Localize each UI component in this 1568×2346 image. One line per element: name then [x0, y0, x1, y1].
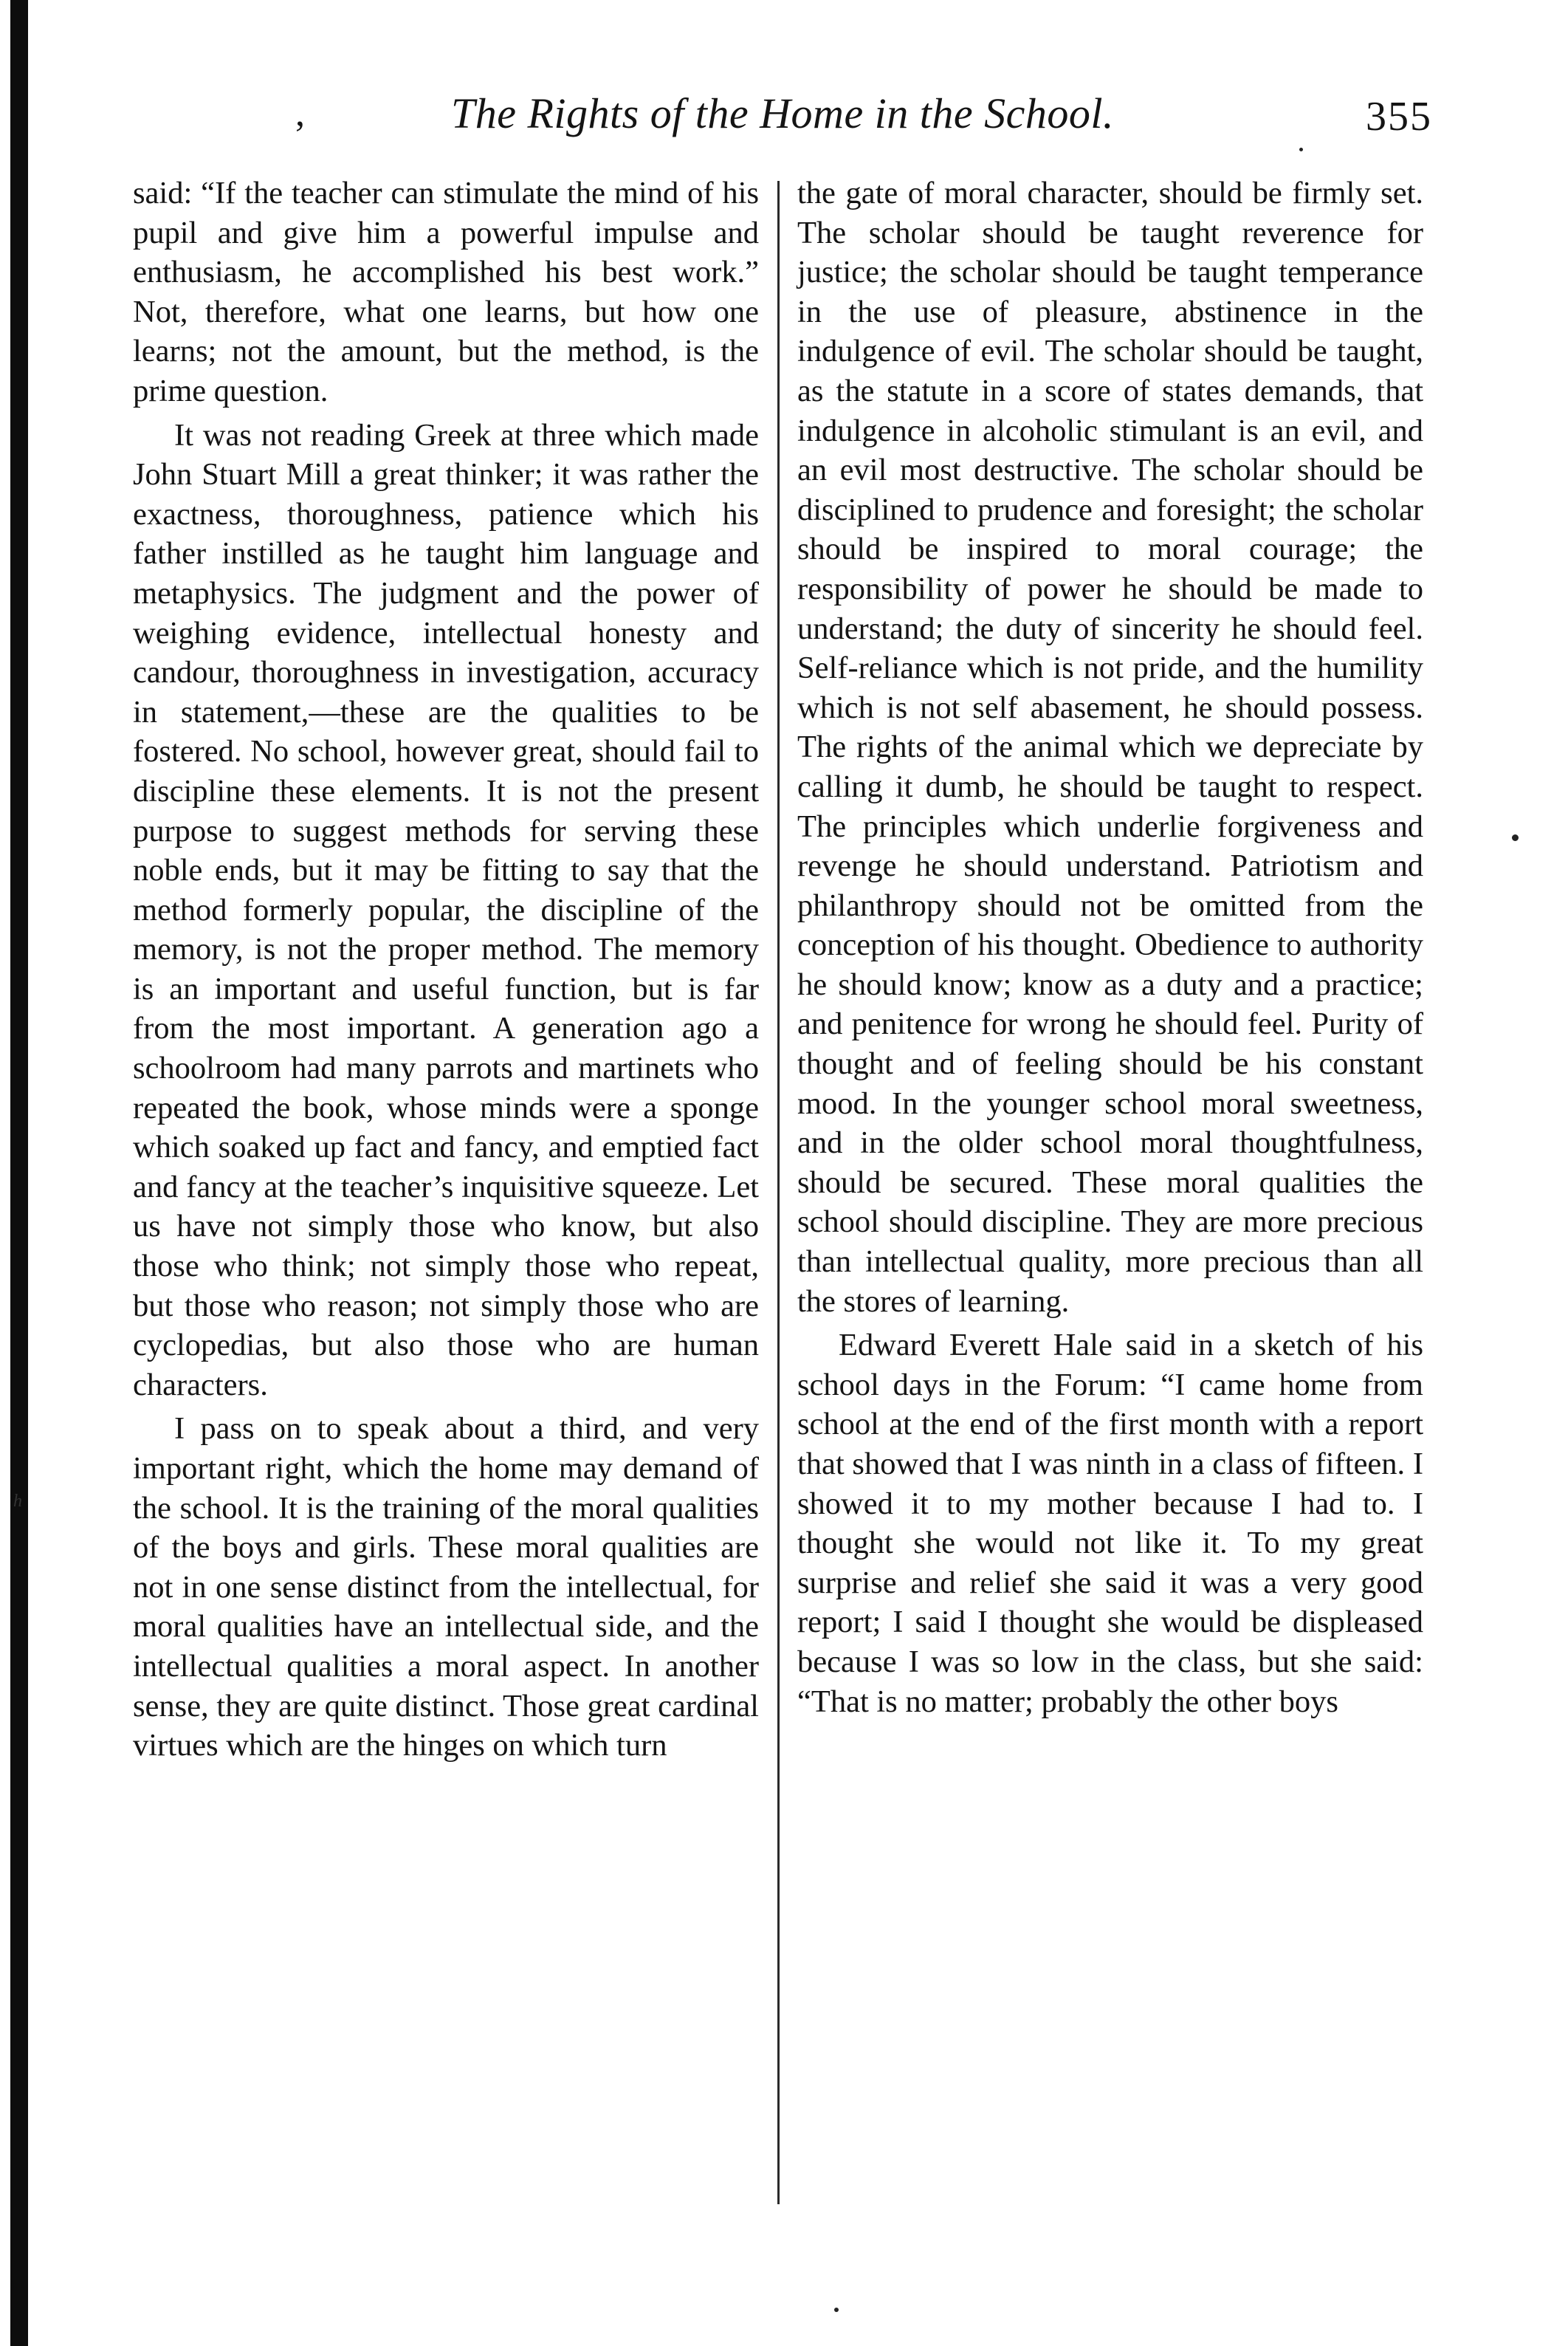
header-mark: ,	[295, 92, 305, 134]
ink-speck	[834, 2308, 839, 2312]
margin-mark: h	[13, 1492, 22, 1511]
right-paragraph-1: the gate of moral character, should be firmly set. The scholar should be taught reverence for justice; the scholar should be taught temperance in the use of pleasure, abstinence in the indulgence of evil. The scholar should be taught, as the statute in a score of states demands, that indulgence in alcoholic stimulant is an evil, and an evil most destructive. The scholar should be disciplined to prudence and foresight; the scholar should be inspired to moral courage; the responsibility of power he should be made to understand; the duty of sincerity he should feel. Self-reliance which is not pride, and the humility which is not self abasement, he should possess. The rights of the animal which we depreciate by calling it dumb, he should be taught to respect. The principles which underlie forgiveness and revenge he should understand. Patriotism and philanthropy should not be omitted from the conception of his thought. Obedience to authority he should know; know as a duty and a practice; and penitence for wrong he should feel. Purity of thought and of feeling should be his constant mood. In the younger school moral sweetness, and in the older school moral thoughtfulness, should be secured. These moral qualities the school should discipline. They are more precious than intellectual quality, more precious than all the stores of learning.	[797, 176, 1423, 1319]
column-divider	[777, 181, 780, 2204]
running-title: The Rights of the Home in the School.	[450, 89, 1115, 137]
page-header	[133, 89, 1432, 148]
left-paragraph-2: It was not reading Greek at three which made John Stuart Mill a great thinker; it was rather the exactness, thoroughness, patience which his father instilled as he taught him language and metaphysics. The judgment and the power of weighing evidence, intellectual honesty and candour, thoroughness in investigation, accuracy in statement,—these are the qualities to be fostered. No school, however great, should fail to discipline these elements. It is not the present purpose to suggest methods for serving these noble ends, but it may be fitting to say that the method formerly popular, the discipline of the memory, is not the proper method. The memory is an important and useful function, but is far from the most important. A generation ago a schoolroom had many parrots and martinets who repeated the book, whose minds were a sponge which soaked up fact and fancy, and emptied fact and fancy at the teacher’s inquisitive squeeze. Let us have not simply those who know, but also those who think; not simply those who repeat, but those who reason; not simply those who are cyclopedias, but also those who are human characters.	[133, 417, 759, 1402]
ink-speck	[1512, 834, 1519, 841]
right-column	[797, 174, 1423, 1721]
left-paragraph-1: said: “If the teacher can stimulate the mind of his pupil and give him a powerful impulse and enthusiasm, he accomplished his best work.” Not, therefore, what one learns, but how one learns; not the amount, but the method, is the prime question.	[133, 176, 759, 408]
left-paragraph-3: I pass on to speak about a third, and very important right, which the home may demand of the school. It is the training of the moral qualities of the boys and girls. These moral qualities are not in one sense distinct from the intellectual, for moral qualities have an intellectual side, and the intellectual qualities a moral aspect. In another sense, they are quite distinct. Those great cardinal virtues which are the hinges on which turn	[133, 1411, 759, 1763]
left-column	[133, 174, 759, 1766]
binding-edge	[10, 0, 28, 2346]
page-number: 355	[1366, 94, 1432, 140]
right-paragraph-2: Edward Everett Hale said in a sketch of his school days in the Forum: “I came home from school at the end of the first month with a report that showed that I was ninth in a class of fifteen. I showed it to my mother because I had to. I thought she would not like it. To my great surprise and relief she said it was a very good report; I said I thought she would be displeased because I was so low in the class, but she said: “That is no matter; probably the other boys	[797, 1328, 1423, 1719]
ink-speck	[1299, 148, 1303, 151]
